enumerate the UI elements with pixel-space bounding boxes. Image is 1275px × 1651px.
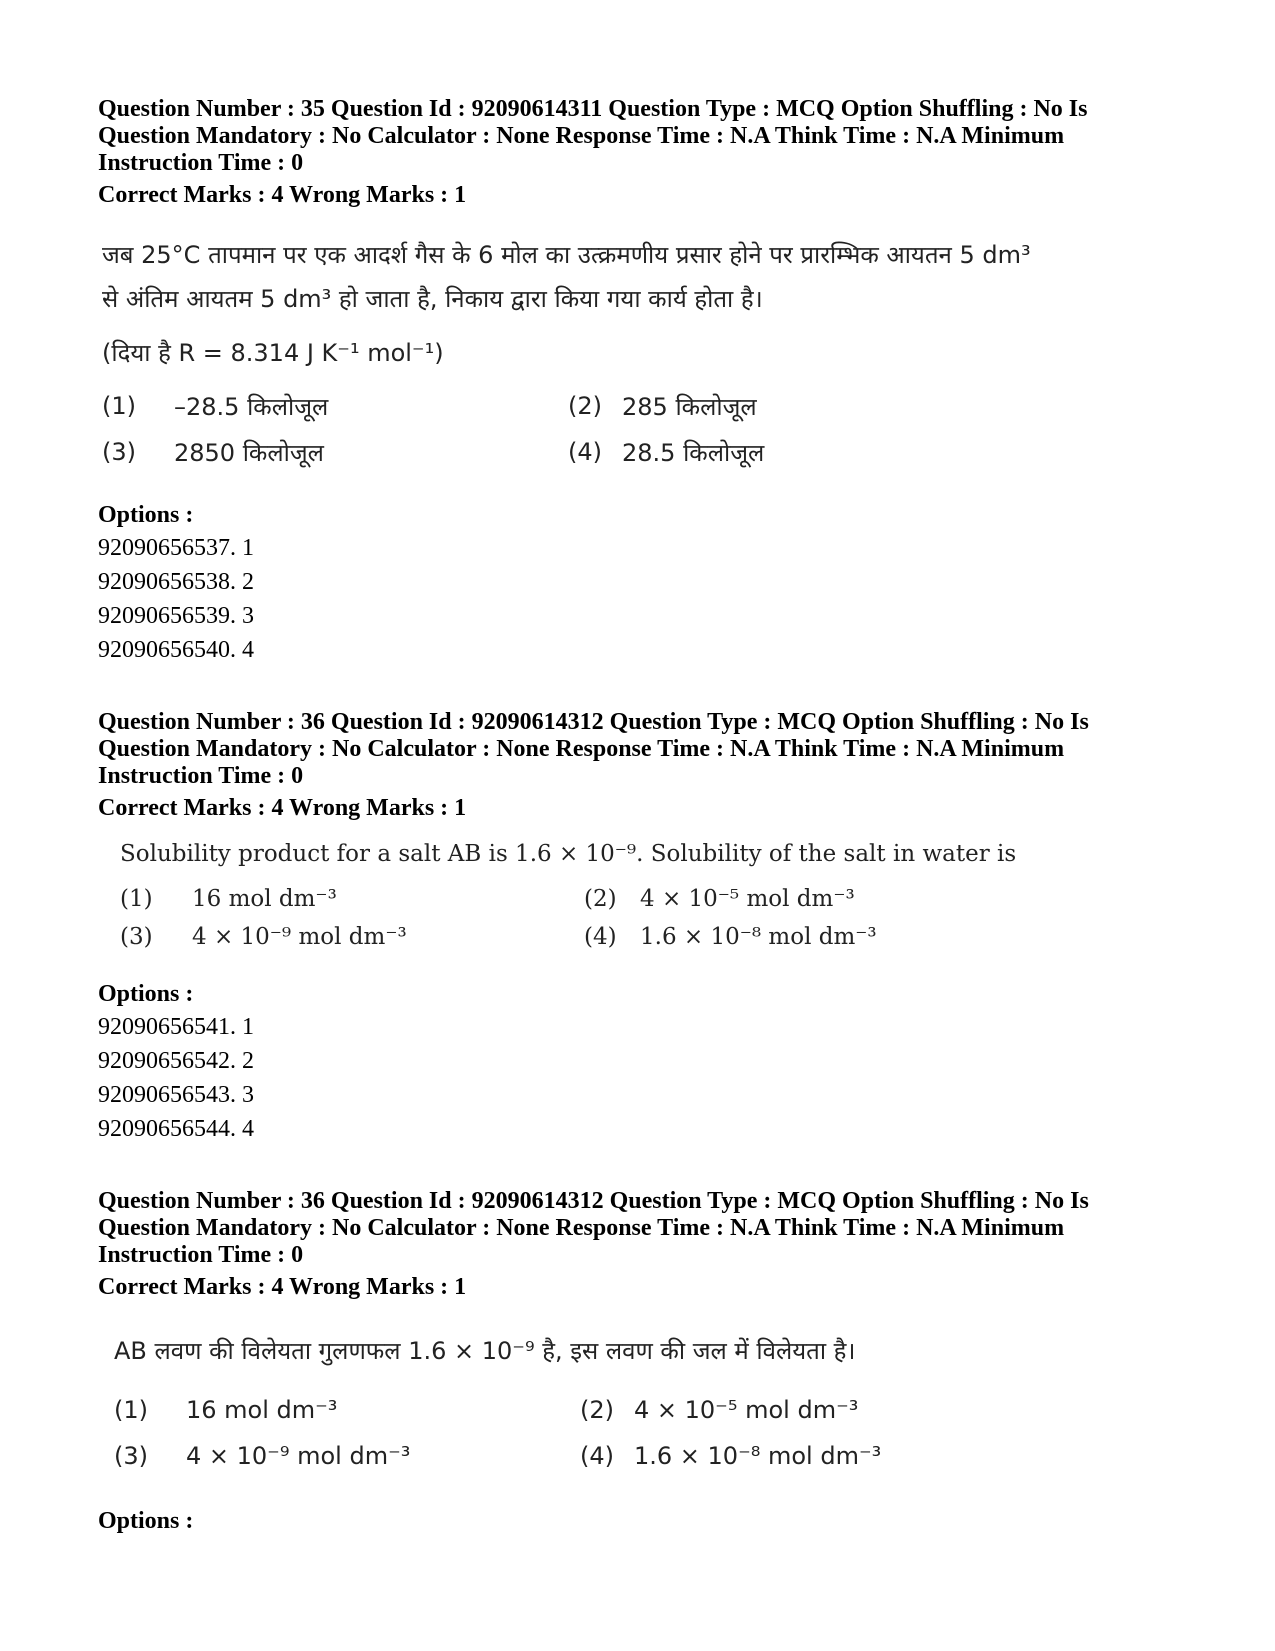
question-meta-line: Instruction Time : 0 [98, 763, 304, 789]
choice-number: (2) [568, 392, 602, 420]
choice-number: (4) [580, 1442, 614, 1470]
choice-text: 4 × 10⁻⁹ mol dm⁻³ [192, 924, 407, 950]
choice-item [584, 918, 877, 956]
choice-number: (1) [120, 886, 153, 912]
choice-number: (1) [102, 392, 136, 420]
choice-number: (3) [102, 438, 136, 466]
marks-line: Correct Marks : 4 Wrong Marks : 1 [98, 795, 467, 821]
choice-item [102, 383, 328, 429]
choice-text: 28.5 किलोजूल [622, 438, 765, 467]
choice-item [580, 1387, 858, 1433]
option-id: 92090656537. 1 [98, 535, 254, 561]
choice-number: (4) [584, 924, 617, 950]
choice-number: (3) [114, 1442, 148, 1470]
question-block-36-hi [98, 1188, 1178, 1537]
marks-line: Correct Marks : 4 Wrong Marks : 1 [98, 182, 467, 208]
choice-text: –28.5 किलोजूल [174, 392, 329, 421]
choice-number: (3) [120, 924, 153, 950]
choice-item [568, 429, 764, 475]
choice-grid [120, 880, 1178, 956]
question-meta-line: Question Number : 36 Question Id : 92090614312 Question Type : MCQ Option Shuffling : No Is [98, 1188, 1089, 1214]
question-text-line: से अंतिम आयतम 5 dm³ हो जाता है, निकाय द्वारा किया गया कार्य होता है। [102, 285, 763, 313]
choice-item [584, 880, 855, 918]
option-id: 92090656542. 2 [98, 1048, 254, 1074]
question-block-36-en [98, 709, 1178, 1146]
given-constant: (दिया है R = 8.314 J K⁻¹ mol⁻¹) [102, 339, 444, 367]
option-id: 92090656544. 4 [98, 1116, 254, 1142]
question-body [114, 1329, 1178, 1479]
choice-text: 1.6 × 10⁻⁸ mol dm⁻³ [634, 1442, 882, 1470]
options-heading: Options : [98, 981, 194, 1007]
option-id: 92090656541. 1 [98, 1014, 254, 1040]
choice-text: 2850 किलोजूल [174, 438, 324, 467]
choice-item [568, 383, 757, 429]
choice-text: 16 mol dm⁻³ [192, 886, 337, 912]
option-id: 92090656539. 3 [98, 603, 254, 629]
question-meta-line: Question Mandatory : No Calculator : None Response Time : N.A Think Time : N.A Minimum [98, 123, 1065, 149]
options-heading: Options : [98, 1508, 194, 1534]
question-body [102, 233, 1178, 475]
choice-number: (2) [580, 1396, 614, 1424]
choice-item [120, 918, 407, 956]
choice-grid [102, 383, 1178, 475]
question-meta-line: Question Number : 35 Question Id : 92090614311 Question Type : MCQ Option Shuffling : No Is [98, 96, 1088, 122]
choice-item [120, 880, 337, 918]
question-text-line: AB लवण की विलेयता गुलणफल 1.6 × 10⁻⁹ है, इस लवण की जल में विलेयता है। [114, 1337, 856, 1365]
option-id: 92090656540. 4 [98, 637, 254, 663]
choice-number: (1) [114, 1396, 148, 1424]
question-text-line: Solubility product for a salt AB is 1.6 × 10⁻⁹. Solubility of the salt in water is [120, 841, 1017, 867]
document-page [98, 96, 1178, 1537]
choice-text: 4 × 10⁻⁵ mol dm⁻³ [634, 1396, 859, 1424]
option-id: 92090656543. 3 [98, 1082, 254, 1108]
option-id: 92090656538. 2 [98, 569, 254, 595]
choice-item [114, 1387, 337, 1433]
question-block-35 [98, 96, 1178, 667]
choice-grid [114, 1387, 1178, 1479]
question-meta-line: Question Mandatory : No Calculator : None Response Time : N.A Think Time : N.A Minimum [98, 736, 1065, 762]
question-meta-line: Instruction Time : 0 [98, 150, 304, 176]
choice-item [102, 429, 324, 475]
question-meta-line: Instruction Time : 0 [98, 1242, 304, 1268]
choice-text: 285 किलोजूल [622, 392, 757, 421]
choice-text: 16 mol dm⁻³ [186, 1396, 338, 1424]
choice-item [580, 1433, 881, 1479]
question-body [120, 832, 1178, 956]
choice-number: (2) [584, 886, 617, 912]
choice-text: 1.6 × 10⁻⁸ mol dm⁻³ [640, 924, 877, 950]
marks-line: Correct Marks : 4 Wrong Marks : 1 [98, 1274, 467, 1300]
choice-number: (4) [568, 438, 602, 466]
choice-item [114, 1433, 410, 1479]
choice-text: 4 × 10⁻⁹ mol dm⁻³ [186, 1442, 411, 1470]
choice-text: 4 × 10⁻⁵ mol dm⁻³ [640, 886, 855, 912]
options-heading: Options : [98, 502, 194, 528]
question-meta-line: Question Mandatory : No Calculator : None Response Time : N.A Think Time : N.A Minimum [98, 1215, 1065, 1241]
question-meta-line: Question Number : 36 Question Id : 92090614312 Question Type : MCQ Option Shuffling : No Is [98, 709, 1089, 735]
question-text-line: जब 25°C तापमान पर एक आदर्श गैस के 6 मोल का उत्क्रमणीय प्रसार होने पर प्रारम्भिक आयतन 5 dm³ [102, 241, 1031, 269]
